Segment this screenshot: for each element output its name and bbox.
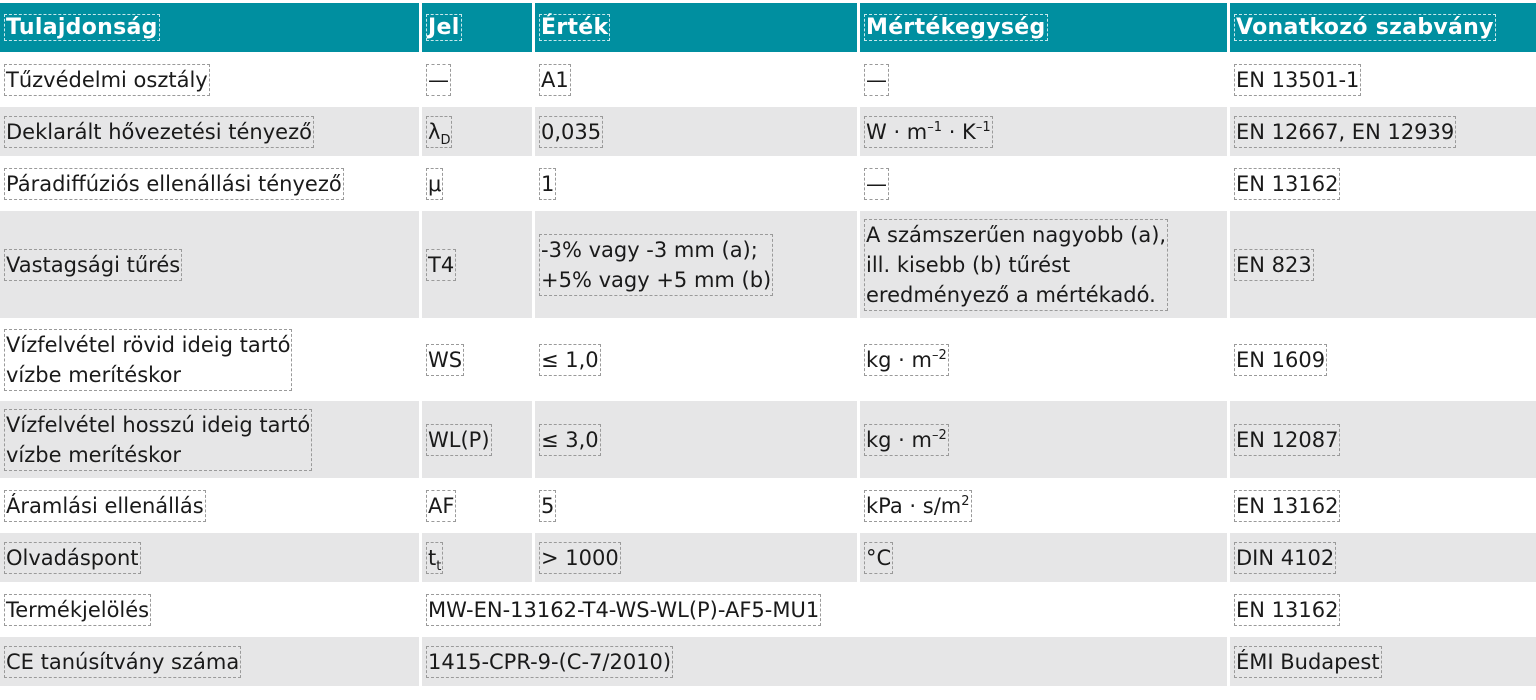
header-property: Tulajdonság [0, 3, 419, 52]
cell-unit: kg · $m^{-2}$ [860, 401, 1227, 478]
cell-value: > 1000 [535, 533, 857, 582]
cell-standard: EN 13162 [1230, 481, 1536, 530]
cell-symbol: $\lambda_D$ [422, 107, 532, 156]
cell-value: ≤ 3,0 [535, 401, 857, 478]
cell-value: -3% vagy -3 mm (a); +5% vagy +5 mm (b) [535, 211, 857, 318]
table-row [0, 585, 1536, 634]
cell-symbol: T4 [422, 211, 532, 318]
cell-symbol: WS [422, 321, 532, 398]
header-value: Érték [535, 3, 857, 52]
table-row [0, 211, 1536, 318]
cell-standard: EN 1609 [1230, 321, 1536, 398]
cell-value: A1 [535, 55, 857, 104]
cell-property: CE tanúsítvány száma [0, 637, 419, 686]
cell-unit: — [860, 159, 1227, 208]
table-row [0, 401, 1536, 478]
header-standard: Vonatkozó szabvány [1230, 3, 1536, 52]
cell-standard: EN 13162 [1230, 159, 1536, 208]
cell-standard: EN 13501-1 [1230, 55, 1536, 104]
cell-value: 5 [535, 481, 857, 530]
cell-property: Deklarált hővezetési tényező [0, 107, 419, 156]
cell-unit: °C [860, 533, 1227, 582]
table-row [0, 107, 1536, 156]
cell-symbol: AF [422, 481, 532, 530]
table-row [0, 637, 1536, 686]
cell-unit: kPa · $s/m^2$ [860, 481, 1227, 530]
cell-unit: kg · $m^{-2}$ [860, 321, 1227, 398]
table-row [0, 533, 1536, 582]
cell-standard: EN 13162 [1230, 585, 1536, 634]
cell-symbol: — [422, 55, 532, 104]
cell-property: Vastagsági tűrés [0, 211, 419, 318]
cell-unit: — [860, 55, 1227, 104]
cell-symbol: WL(P) [422, 401, 532, 478]
cell-property: Vízfelvétel hosszú ideig tartó vízbe merítéskor [0, 401, 419, 478]
cell-property: Páradiffúziós ellenállási tényező [0, 159, 419, 208]
header-unit: Mértékegység [860, 3, 1227, 52]
table-row [0, 159, 1536, 208]
cell-merged-value: MW-EN-13162-T4-WS-WL(P)-AF5-MU1 [422, 585, 1227, 634]
cell-symbol: $t_t$ [422, 533, 532, 582]
table-row [0, 55, 1536, 104]
cell-standard: EN 12087 [1230, 401, 1536, 478]
cell-value: ≤ 1,0 [535, 321, 857, 398]
cell-standard: ÉMI Budapest [1230, 637, 1536, 686]
cell-value: 0,035 [535, 107, 857, 156]
cell-standard: EN 823 [1230, 211, 1536, 318]
cell-standard: DIN 4102 [1230, 533, 1536, 582]
cell-merged-value: 1415-CPR-9-(C-7/2010) [422, 637, 1227, 686]
cell-property: Tűzvédelmi osztály [0, 55, 419, 104]
cell-symbol: μ [422, 159, 532, 208]
cell-property: Vízfelvétel rövid ideig tartó vízbe merítéskor [0, 321, 419, 398]
header-symbol: Jel [422, 3, 532, 52]
cell-unit: $W \cdot m^{-1} \cdot K^{-1}$ [860, 107, 1227, 156]
cell-unit: A számszerűen nagyobb (a), ill. kisebb (b) tűrést eredményező a mértékadó. [860, 211, 1227, 318]
cell-property: Termékjelölés [0, 585, 419, 634]
table-row [0, 321, 1536, 398]
cell-property: Áramlási ellenállás [0, 481, 419, 530]
cell-value: 1 [535, 159, 857, 208]
table-row [0, 481, 1536, 530]
cell-standard: EN 12667, EN 12939 [1230, 107, 1536, 156]
cell-property: Olvadáspont [0, 533, 419, 582]
header-row [0, 3, 1536, 52]
